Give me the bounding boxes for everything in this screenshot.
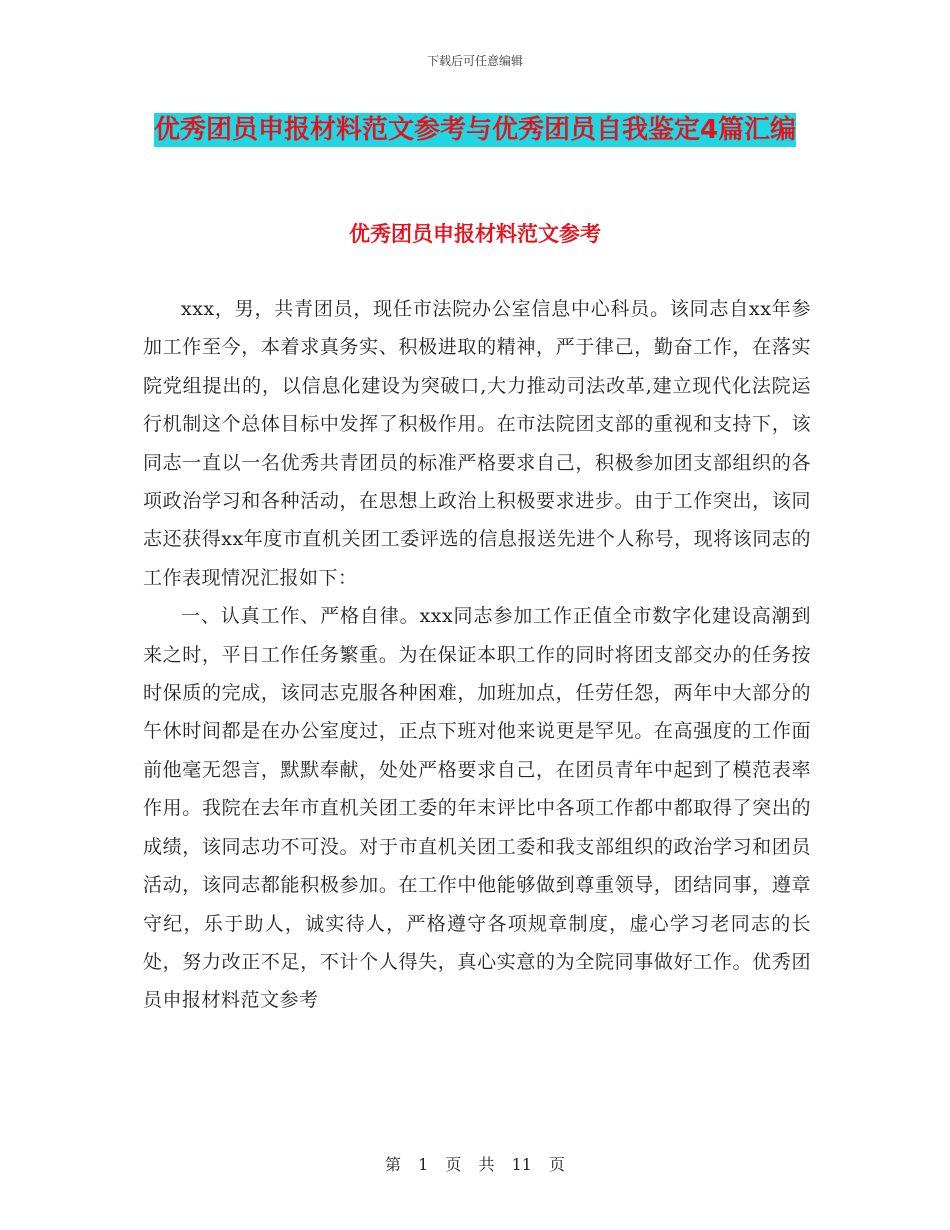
paragraph-1: xxx，男，共青团员，现任市法院办公室信息中心科员。该同志自xx年参加工作至今，本着求真务实、积极进取的精神，严于律己，勤奋工作，在落实院党组提出的，以信息化建设为突破口,大力推动司法改革,建立现代化法院运行机制这个总体目标中发挥了积极作用。在市法院团支部的重视和支持下，该同志一直以一名优秀共青团员的标准严格要求自己，积极参加团支部组织的各项政治学习和各种活动，在思想上政治上积极要求进步。由于工作突出，该同志还获得xx年度市直机关团工委评选的信息报送先进个人称号，现将该同志的工作表现情况汇报如下： (143, 298, 811, 589)
footer-total-suffix: 页 (549, 1155, 566, 1174)
footer-total-pages: 11 (511, 1155, 532, 1174)
body-text (143, 290, 811, 1020)
page-footer (0, 1152, 950, 1175)
document-title-text: 优秀团员申报材料范文参考与优秀团员自我鉴定4篇汇编 (153, 115, 797, 145)
footer-page-word: 页 (445, 1155, 462, 1174)
footer-current-page: 1 (418, 1155, 429, 1174)
footer-page-prefix: 第 (384, 1155, 401, 1174)
page-header-note: 下载后可任意编辑 (426, 54, 523, 68)
document-title (140, 104, 810, 156)
footer-total-prefix: 共 (478, 1155, 495, 1174)
section-title: 优秀团员申报材料范文参考 (349, 222, 601, 246)
paragraph-2: 一、认真工作、严格自律。xxx同志参加工作正值全市数字化建设高潮到来之时，平日工作任务繁重。为在保证本职工作的同时将团支部交办的任务按时保质的完成，该同志克服各种困难，加班加点，任劳任怨，两年中大部分的午休时间都是在办公室度过，正点下班对他来说更是罕见。在高强度的工作面前他毫无怨言，默默奉献，处处严格要求自己，在团员青年中起到了模范表率作用。我院在去年市直机关团工委的年末评比中各项工作都中都取得了突出的成绩，该同志功不可没。对于市直机关团工委和我支部组织的政治学习和团员活动，该同志都能积极参加。在工作中他能够做到尊重领导，团结同事，遵章守纪，乐于助人，诚实待人，严格遵守各项规章制度，虚心学习老同志的长处，努力改正不足，不计个人得失，真心实意的为全院同事做好工作。优秀团员申报材料范文参考 (143, 605, 811, 1012)
